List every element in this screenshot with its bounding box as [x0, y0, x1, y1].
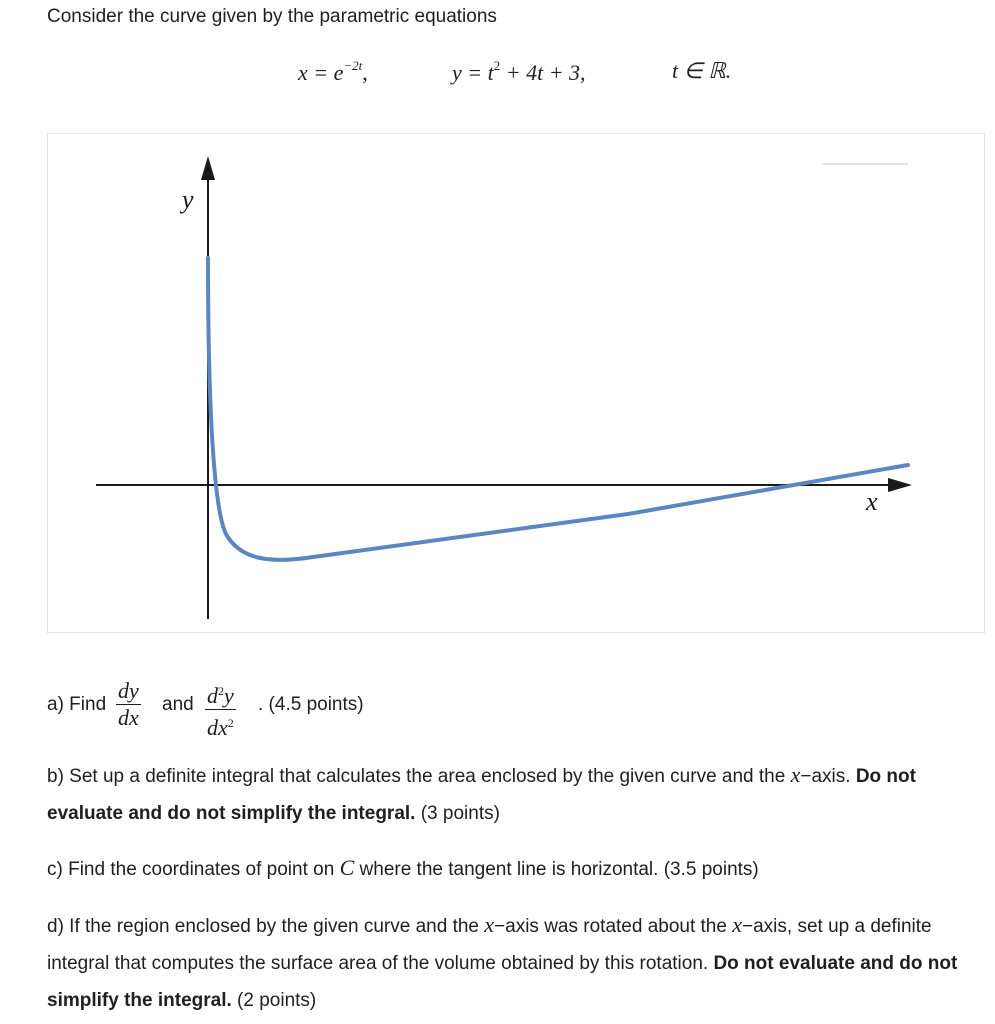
- part-d-var-x1: x: [484, 912, 495, 937]
- part-a-points: . (4.5 points): [258, 694, 364, 715]
- equation-x: [298, 58, 368, 86]
- part-d-bold: Do not evaluate and do not simplify the integral.: [47, 953, 958, 1011]
- equation-y-tail: + 4t + 3,: [500, 60, 586, 85]
- part-d: d) If the region enclosed by the given curve and the x−axis was rotated about the x−axis, set up a definite integral that computes the surface area of the volume obtained by this rotation. Do not evaluate and do not simplify the integral. (2 points): [47, 912, 958, 1011]
- part-a-and: and: [162, 694, 194, 715]
- equation-y-exponent: 2: [493, 58, 501, 73]
- equation-y: [452, 58, 586, 86]
- x-axis-label: x: [866, 487, 878, 516]
- part-b: b) Set up a definite integral that calculates the area enclosed by the given curve and the x−axis. Do not evaluate and do not simplify the integral. (3 points): [47, 762, 916, 824]
- part-c: c) Find the coordinates of point on C where the tangent line is horizontal. (3.5 points): [47, 855, 759, 880]
- equation-domain: [672, 58, 731, 84]
- fraction-dy-dx: [116, 678, 141, 731]
- equation-y-lhs: y = t: [452, 60, 494, 85]
- fraction-dy-dx-denominator: dx: [118, 705, 139, 730]
- fraction-d2y-dx2: [205, 678, 236, 741]
- equation-x-tail: ,: [362, 60, 368, 85]
- curve-figure: [47, 133, 985, 633]
- x-axis-arrow: [888, 478, 912, 492]
- part-b-bold: Do not evaluate and do not simplify the integral.: [47, 766, 916, 824]
- equation-x-exponent: −2t: [343, 58, 363, 73]
- problem-intro: Consider the curve given by the parametric equations: [47, 6, 497, 27]
- part-b-var-x: x: [790, 762, 801, 787]
- y-axis-arrow: [201, 156, 215, 180]
- equation-x-lhs: x = e: [298, 60, 344, 85]
- part-a-prefix: a) Find: [47, 694, 107, 715]
- fraction-dy-dx-numerator: dy: [118, 678, 139, 703]
- part-c-var-c: C: [339, 855, 355, 880]
- fraction-d2y-dx2-denominator: $dx^2$: [207, 715, 234, 740]
- domain-text: t ∈ ℝ.: [672, 58, 732, 83]
- part-d-var-x2: x: [732, 912, 742, 937]
- parametric-curve: [208, 258, 908, 560]
- fraction-d2y-dx2-numerator: $d^2y$: [205, 678, 236, 710]
- curve-plot: [48, 134, 986, 634]
- y-axis-label: y: [182, 185, 194, 214]
